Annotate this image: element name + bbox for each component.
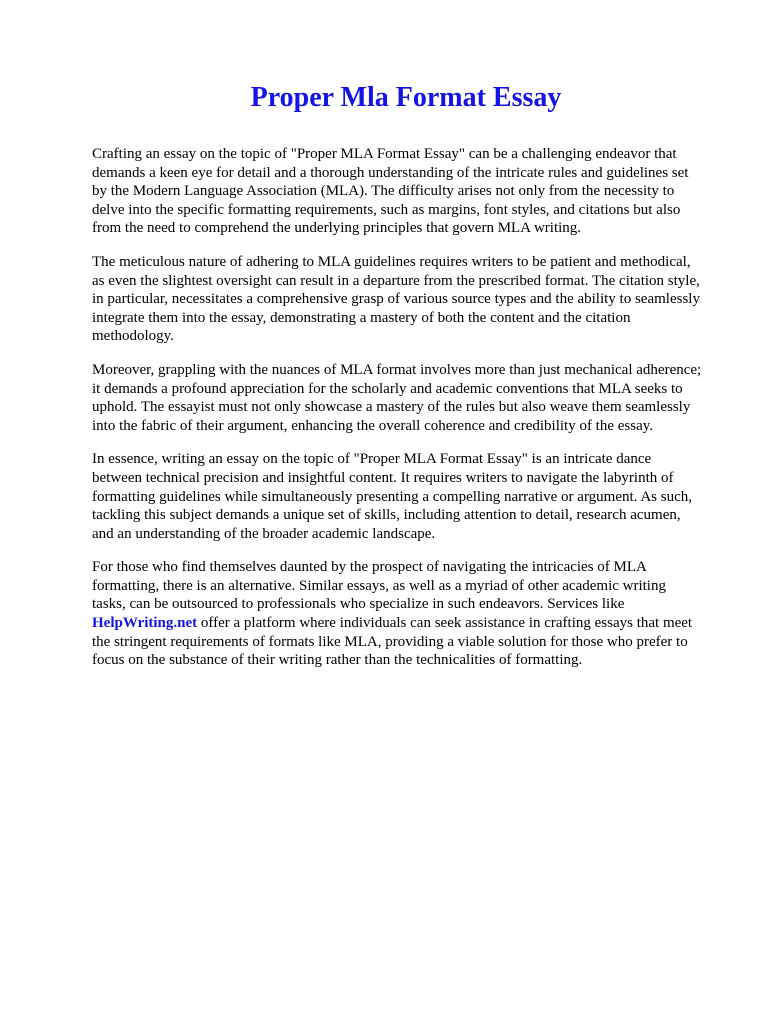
text-line: delve into the specific formatting requirements, such as margins, font styles, and citations but also [92, 201, 681, 218]
text-line: focus on the substance of their writing rather than the technicalities of formatting. [92, 652, 583, 669]
text-line: the stringent requirements of formats like MLA, providing a viable solution for those who prefer to [92, 633, 688, 650]
text-line: Moreover, grappling with the nuances of MLA format involves more than just mechanical adherence; [92, 361, 702, 378]
text-segment: offer a platform where individuals can seek assistance in crafting essays that meet [197, 615, 693, 632]
text-line: The meticulous nature of adhering to MLA guidelines requires writers to be patient and methodical, [92, 253, 691, 270]
paragraph-4 [92, 450, 724, 543]
paragraph-1 [92, 145, 724, 238]
text-line: it demands a profound appreciation for the scholarly and academic conventions that MLA seeks to [92, 380, 683, 397]
text-line: tackling this subject demands a unique set of skills, including attention to detail, research acumen, [92, 507, 681, 524]
text-line: formatting, there is an alternative. Similar essays, as well as a myriad of other academic writing [92, 577, 666, 594]
paragraph-2 [92, 253, 724, 346]
text-line-with-link [92, 614, 724, 633]
text-line: In essence, writing an essay on the topic of "Proper MLA Format Essay" is an intricate dance [92, 451, 652, 468]
text-line: methodology. [92, 328, 174, 345]
paragraph-5 [92, 558, 724, 670]
essay-body [92, 145, 724, 685]
text-line: from the need to comprehend the underlying principles that govern MLA writing. [92, 220, 582, 237]
text-line: demands a keen eye for detail and a thorough understanding of the intricate rules and guidelines set [92, 164, 689, 181]
helpwriting-link[interactable]: HelpWriting.net [92, 615, 198, 632]
text-line: tasks, can be outsourced to professionals who specialize in such endeavors. Services like [92, 596, 625, 613]
text-line: For those who find themselves daunted by the prospect of navigating the intricacies of MLA [92, 559, 647, 576]
text-line: between technical precision and insightful content. It requires writers to navigate the labyrinth of [92, 469, 674, 486]
text-line: Crafting an essay on the topic of "Proper MLA Format Essay" can be a challenging endeavor that [92, 146, 677, 162]
text-line: uphold. The essayist must not only showcase a mastery of the rules but also weave them seamlessly [92, 399, 691, 416]
text-line: as even the slightest oversight can result in a departure from the prescribed format. The citation style, [92, 272, 700, 289]
text-line: integrate them into the essay, demonstrating a mastery of both the content and the citation [92, 309, 631, 326]
text-line: formatting guidelines while simultaneously presenting a compelling narrative or argument. As such, [92, 488, 693, 505]
text-line: into the fabric of their argument, enhancing the overall coherence and credibility of the essay. [92, 417, 654, 434]
page-title: Proper Mla Format Essay [250, 82, 562, 113]
paragraph-3 [92, 361, 724, 435]
text-line: and an understanding of the broader academic landscape. [92, 525, 436, 542]
text-line: in particular, necessitates a comprehensive grasp of various source types and the ability to seamlessly [92, 291, 700, 308]
text-line: by the Modern Language Association (MLA). The difficulty arises not only from the necessity to [92, 183, 675, 200]
